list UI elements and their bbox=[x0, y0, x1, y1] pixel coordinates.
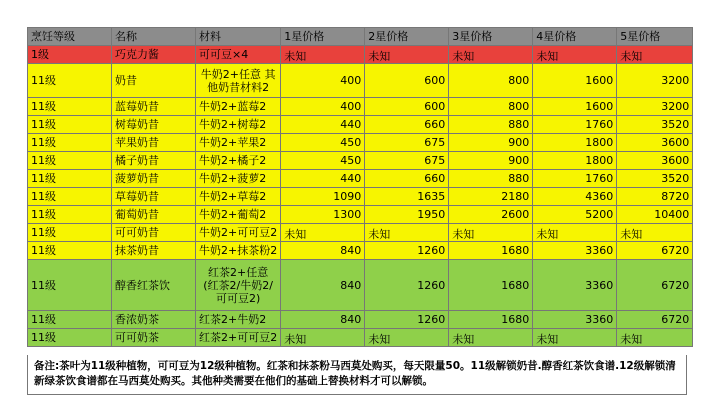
table-row bbox=[28, 188, 693, 206]
material-cell: 牛奶2+橘子2 bbox=[196, 152, 281, 170]
price-cell: 未知 bbox=[365, 329, 449, 347]
price-cell: 1300 bbox=[281, 206, 365, 224]
table-row bbox=[28, 134, 693, 152]
price-cell: 3360 bbox=[533, 242, 617, 260]
price-cell: 675 bbox=[365, 134, 449, 152]
price-cell: 1950 bbox=[365, 206, 449, 224]
price-cell: 600 bbox=[365, 64, 449, 98]
price-cell: 440 bbox=[281, 170, 365, 188]
name-cell: 苹果奶昔 bbox=[112, 134, 196, 152]
price-cell: 900 bbox=[449, 134, 533, 152]
price-cell: 1090 bbox=[281, 188, 365, 206]
price-cell: 未知 bbox=[281, 46, 365, 64]
price-cell: 3520 bbox=[617, 170, 693, 188]
table-row bbox=[28, 170, 693, 188]
name-cell: 奶昔 bbox=[112, 64, 196, 98]
level-cell: 11级 bbox=[28, 329, 112, 347]
price-cell: 3360 bbox=[533, 260, 617, 311]
price-cell: 6720 bbox=[617, 242, 693, 260]
price-cell: 未知 bbox=[533, 329, 617, 347]
level-cell: 11级 bbox=[28, 311, 112, 329]
column-header: 烹饪等级 bbox=[28, 28, 112, 46]
table-row bbox=[28, 224, 693, 242]
price-cell: 840 bbox=[281, 311, 365, 329]
table-row bbox=[28, 46, 693, 64]
material-cell: 牛奶2+树莓2 bbox=[196, 116, 281, 134]
price-cell: 400 bbox=[281, 64, 365, 98]
recipe-price-table bbox=[27, 27, 693, 347]
price-cell: 3600 bbox=[617, 134, 693, 152]
name-cell: 抹茶奶昔 bbox=[112, 242, 196, 260]
price-cell: 1800 bbox=[533, 152, 617, 170]
price-cell: 未知 bbox=[449, 46, 533, 64]
price-cell: 3520 bbox=[617, 116, 693, 134]
level-cell: 11级 bbox=[28, 64, 112, 98]
level-cell: 11级 bbox=[28, 242, 112, 260]
price-cell: 未知 bbox=[449, 329, 533, 347]
name-cell: 巧克力酱 bbox=[112, 46, 196, 64]
name-cell: 树莓奶昔 bbox=[112, 116, 196, 134]
price-cell: 未知 bbox=[617, 329, 693, 347]
price-cell: 未知 bbox=[617, 224, 693, 242]
price-cell: 未知 bbox=[281, 224, 365, 242]
level-cell: 11级 bbox=[28, 134, 112, 152]
material-cell: 红茶2+任意 (红茶2/牛奶2/ 可可豆2) bbox=[196, 260, 281, 311]
level-cell: 11级 bbox=[28, 224, 112, 242]
price-cell: 600 bbox=[365, 98, 449, 116]
price-cell: 880 bbox=[449, 170, 533, 188]
price-cell: 1680 bbox=[449, 260, 533, 311]
name-cell: 醇香红茶饮 bbox=[112, 260, 196, 311]
price-cell: 未知 bbox=[533, 224, 617, 242]
column-header: 材料 bbox=[196, 28, 281, 46]
price-cell: 2600 bbox=[449, 206, 533, 224]
material-cell: 牛奶2+葡萄2 bbox=[196, 206, 281, 224]
price-cell: 5200 bbox=[533, 206, 617, 224]
name-cell: 草莓奶昔 bbox=[112, 188, 196, 206]
price-cell: 3200 bbox=[617, 64, 693, 98]
price-cell: 1680 bbox=[449, 311, 533, 329]
price-cell: 1260 bbox=[365, 242, 449, 260]
price-cell: 1635 bbox=[365, 188, 449, 206]
price-cell: 未知 bbox=[365, 46, 449, 64]
table-row bbox=[28, 98, 693, 116]
price-cell: 900 bbox=[449, 152, 533, 170]
price-cell: 660 bbox=[365, 170, 449, 188]
name-cell: 橘子奶昔 bbox=[112, 152, 196, 170]
level-cell: 11级 bbox=[28, 98, 112, 116]
column-header: 名称 bbox=[112, 28, 196, 46]
level-cell: 11级 bbox=[28, 206, 112, 224]
material-cell: 可可豆×4 bbox=[196, 46, 281, 64]
table-row bbox=[28, 206, 693, 224]
table-row bbox=[28, 116, 693, 134]
price-cell: 400 bbox=[281, 98, 365, 116]
price-cell: 450 bbox=[281, 134, 365, 152]
price-cell: 未知 bbox=[365, 224, 449, 242]
price-cell: 未知 bbox=[281, 329, 365, 347]
price-cell: 未知 bbox=[533, 46, 617, 64]
column-header: 2星价格 bbox=[365, 28, 449, 46]
price-cell: 4360 bbox=[533, 188, 617, 206]
level-cell: 11级 bbox=[28, 260, 112, 311]
level-cell: 1级 bbox=[28, 46, 112, 64]
level-cell: 11级 bbox=[28, 116, 112, 134]
price-cell: 440 bbox=[281, 116, 365, 134]
name-cell: 蓝莓奶昔 bbox=[112, 98, 196, 116]
price-cell: 6720 bbox=[617, 311, 693, 329]
price-cell: 3200 bbox=[617, 98, 693, 116]
column-header: 1星价格 bbox=[281, 28, 365, 46]
name-cell: 菠萝奶昔 bbox=[112, 170, 196, 188]
material-cell: 牛奶2+抹茶粉2 bbox=[196, 242, 281, 260]
price-cell: 450 bbox=[281, 152, 365, 170]
price-cell: 2180 bbox=[449, 188, 533, 206]
price-cell: 未知 bbox=[449, 224, 533, 242]
material-cell: 红茶2+可可豆2 bbox=[196, 329, 281, 347]
column-header: 3星价格 bbox=[449, 28, 533, 46]
table-row bbox=[28, 242, 693, 260]
name-cell: 葡萄奶昔 bbox=[112, 206, 196, 224]
price-cell: 1260 bbox=[365, 260, 449, 311]
material-cell: 牛奶2+可可豆2 bbox=[196, 224, 281, 242]
price-cell: 675 bbox=[365, 152, 449, 170]
material-cell: 牛奶2+菠萝2 bbox=[196, 170, 281, 188]
table-row bbox=[28, 260, 693, 311]
price-cell: 6720 bbox=[617, 260, 693, 311]
header-row bbox=[28, 28, 693, 46]
level-cell: 11级 bbox=[28, 188, 112, 206]
material-cell: 牛奶2+任意 其他奶昔材料2 bbox=[196, 64, 281, 98]
material-cell: 牛奶2+蓝莓2 bbox=[196, 98, 281, 116]
price-cell: 1760 bbox=[533, 116, 617, 134]
material-cell: 牛奶2+苹果2 bbox=[196, 134, 281, 152]
price-cell: 800 bbox=[449, 64, 533, 98]
level-cell: 11级 bbox=[28, 152, 112, 170]
price-cell: 8720 bbox=[617, 188, 693, 206]
name-cell: 香浓奶茶 bbox=[112, 311, 196, 329]
level-cell: 11级 bbox=[28, 170, 112, 188]
table-row bbox=[28, 311, 693, 329]
material-cell: 红茶2+牛奶2 bbox=[196, 311, 281, 329]
table-row bbox=[28, 329, 693, 347]
price-cell: 1600 bbox=[533, 98, 617, 116]
name-cell: 可可奶昔 bbox=[112, 224, 196, 242]
price-cell: 1800 bbox=[533, 134, 617, 152]
price-cell: 1680 bbox=[449, 242, 533, 260]
price-cell: 10400 bbox=[617, 206, 693, 224]
material-cell: 牛奶2+草莓2 bbox=[196, 188, 281, 206]
price-cell: 840 bbox=[281, 242, 365, 260]
price-cell: 880 bbox=[449, 116, 533, 134]
price-cell: 3600 bbox=[617, 152, 693, 170]
price-cell: 1600 bbox=[533, 64, 617, 98]
column-header: 5星价格 bbox=[617, 28, 693, 46]
price-cell: 660 bbox=[365, 116, 449, 134]
price-cell: 840 bbox=[281, 260, 365, 311]
table-row bbox=[28, 64, 693, 98]
price-cell: 未知 bbox=[617, 46, 693, 64]
price-cell: 3360 bbox=[533, 311, 617, 329]
name-cell: 可可奶茶 bbox=[112, 329, 196, 347]
price-cell: 1260 bbox=[365, 311, 449, 329]
column-header: 4星价格 bbox=[533, 28, 617, 46]
price-cell: 800 bbox=[449, 98, 533, 116]
table-row bbox=[28, 152, 693, 170]
footnote: 备注:茶叶为11级种植物，可可豆为12级种植物。红茶和抹茶粉马西莫处购买，每天限量50。11级解锁奶昔.醇香红茶饮食谱.12级解锁清新绿茶饮食谱都在马西莫处购买。其他种类需要在他们的基础上替换材料才可以解锁。 bbox=[27, 355, 687, 395]
price-cell: 1760 bbox=[533, 170, 617, 188]
